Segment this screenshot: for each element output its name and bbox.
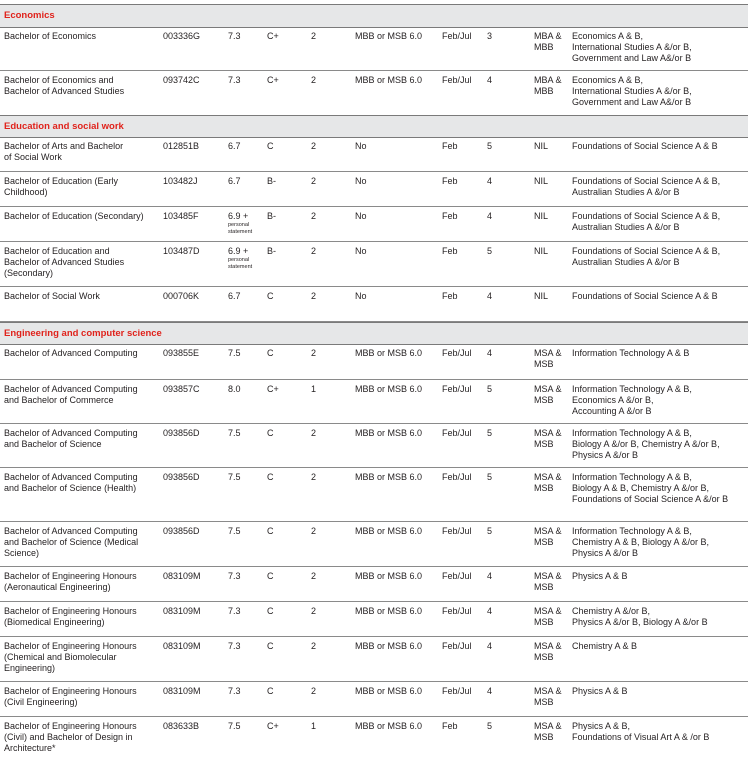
maths-requirement: MBB or MSB 6.0 [355, 641, 423, 651]
course-code: 083109M [163, 571, 201, 581]
campus: 4 [487, 641, 493, 651]
atar-value: 7.3 [228, 641, 241, 651]
course-name: Bachelor of Engineering Honours (Civil) and Bachelor of Design in Architecture* [4, 721, 137, 753]
maths-requirement: MBB or MSB 6.0 [355, 31, 423, 41]
intake: Feb/Jul [442, 428, 472, 438]
grade: C+ [267, 31, 279, 41]
table-row [0, 137, 748, 172]
recommended-subjects: Chemistry A & B [572, 641, 638, 651]
intake: Feb/Jul [442, 384, 472, 394]
years: 2 [311, 526, 317, 536]
campus: 5 [487, 428, 493, 438]
course-code: 103482J [163, 176, 198, 186]
course-name: Bachelor of Engineering Honours (Civil Engineering) [4, 686, 137, 707]
maths-requirement: MBB or MSB 6.0 [355, 348, 423, 358]
years: 1 [311, 384, 317, 394]
intake: Feb [442, 291, 458, 301]
maths-requirement: No [355, 246, 367, 256]
atar-cell [228, 246, 264, 271]
years: 2 [311, 141, 317, 151]
recommended-subjects: Physics A & B [572, 686, 628, 696]
recommended-subjects: Information Technology A & B, Biology A & B, Chemistry A &/or B, Foundations of Social Science A &/or B [572, 472, 729, 504]
prerequisite: MSA & MSB [534, 348, 562, 369]
maths-requirement: MBB or MSB 6.0 [355, 472, 423, 482]
prerequisite: NIL [534, 176, 549, 186]
course-code: 103487D [163, 246, 200, 256]
grade: C+ [267, 384, 279, 394]
recommended-subjects: Foundations of Social Science A & B, Australian Studies A &/or B [572, 211, 721, 232]
intake: Feb/Jul [442, 472, 472, 482]
intake: Feb/Jul [442, 348, 472, 358]
atar-value: 7.5 [228, 428, 241, 438]
recommended-subjects: Information Technology A & B, Biology A &/or B, Chemistry A &/or B, Physics A &/or B [572, 428, 720, 460]
years: 2 [311, 176, 317, 186]
intake: Feb/Jul [442, 31, 472, 41]
atar-value: 7.3 [228, 75, 241, 85]
atar-value: 7.3 [228, 686, 241, 696]
campus: 5 [487, 141, 493, 151]
campus: 4 [487, 606, 493, 616]
years: 2 [311, 571, 317, 581]
maths-requirement: No [355, 141, 367, 151]
campus: 4 [487, 291, 493, 301]
intake: Feb/Jul [442, 641, 472, 651]
course-name: Bachelor of Advanced Computing and Bachelor of Science (Health) [4, 472, 138, 493]
recommended-subjects: Economics A & B, International Studies A &/or B, Government and Law A&/or B [572, 75, 692, 107]
table-row [0, 567, 748, 602]
intake: Feb [442, 141, 458, 151]
intake: Feb/Jul [442, 75, 472, 85]
table-row [0, 71, 748, 116]
prerequisite: MBA & MBB [534, 31, 562, 52]
course-name: Bachelor of Economics and Bachelor of Advanced Studies [4, 75, 125, 96]
prerequisite: MSA & MSB [534, 428, 562, 449]
course-code: 093856D [163, 428, 200, 438]
course-code: 083109M [163, 641, 201, 651]
grade: C+ [267, 721, 279, 731]
section-title: Economics [4, 10, 55, 21]
grade: C [267, 526, 274, 536]
table-row [0, 380, 748, 424]
course-code: 103485F [163, 211, 199, 221]
campus: 5 [487, 526, 493, 536]
campus: 5 [487, 721, 493, 731]
intake: Feb/Jul [442, 526, 472, 536]
prerequisite: NIL [534, 211, 549, 221]
prerequisite: MBA & MBB [534, 75, 562, 96]
course-code: 093856D [163, 472, 200, 482]
atar-value: 7.3 [228, 606, 241, 616]
course-code: 083109M [163, 686, 201, 696]
years: 1 [311, 721, 317, 731]
course-name: Bachelor of Engineering Honours (Aeronautical Engineering) [4, 571, 137, 592]
table-row [0, 172, 748, 207]
course-name: Bachelor of Advanced Computing and Bachelor of Commerce [4, 384, 138, 405]
grade: C [267, 472, 274, 482]
campus: 3 [487, 31, 493, 41]
grade: C [267, 291, 274, 301]
years: 2 [311, 75, 317, 85]
campus: 4 [487, 686, 493, 696]
maths-requirement: MBB or MSB 6.0 [355, 571, 423, 581]
course-name: Bachelor of Arts and Bachelor of Social Work [4, 141, 124, 162]
prerequisite: MSA & MSB [534, 526, 562, 547]
grade: B- [267, 246, 276, 256]
years: 2 [311, 291, 317, 301]
years: 2 [311, 246, 317, 256]
recommended-subjects: Foundations of Social Science A & B, Australian Studies A &/or B [572, 246, 721, 267]
atar-cell [228, 211, 264, 236]
atar-value: 7.5 [228, 526, 241, 536]
maths-requirement: MBB or MSB 6.0 [355, 428, 423, 438]
atar-cell [228, 606, 264, 617]
course-name: Bachelor of Advanced Computing [4, 348, 138, 358]
atar-value: 6.7 [228, 141, 241, 151]
recommended-subjects: Information Technology A & B, Economics A &/or B, Accounting A &/or B [572, 384, 692, 416]
atar-cell [228, 686, 264, 697]
atar-value: 6.7 [228, 291, 241, 301]
section-header [0, 322, 748, 345]
atar-cell [228, 75, 264, 86]
years: 2 [311, 211, 317, 221]
course-name: Bachelor of Advanced Computing and Bachelor of Science (Medical Science) [4, 526, 139, 558]
campus: 5 [487, 384, 493, 394]
table-row [0, 602, 748, 637]
maths-requirement: MBB or MSB 6.0 [355, 721, 423, 731]
table-row [0, 344, 748, 380]
atar-value: 7.3 [228, 571, 241, 581]
maths-requirement: MBB or MSB 6.0 [355, 75, 423, 85]
maths-requirement: MBB or MSB 6.0 [355, 384, 423, 394]
grade: C [267, 348, 274, 358]
prerequisite: MSA & MSB [534, 641, 562, 662]
years: 2 [311, 31, 317, 41]
prerequisite: NIL [534, 246, 549, 256]
maths-requirement: No [355, 176, 367, 186]
campus: 5 [487, 246, 493, 256]
grade: C+ [267, 75, 279, 85]
course-name: Bachelor of Economics [4, 31, 97, 41]
recommended-subjects: Chemistry A &/or B, Physics A &/or B, Biology A &/or B [572, 606, 708, 627]
atar-cell [228, 291, 264, 302]
atar-value: 7.5 [228, 348, 241, 358]
recommended-subjects: Physics A & B, Foundations of Visual Art A & /or B [572, 721, 710, 742]
campus: 4 [487, 75, 493, 85]
table-row [0, 287, 748, 322]
atar-cell [228, 348, 264, 359]
prerequisite: MSA & MSB [534, 721, 562, 742]
table-row [0, 468, 748, 522]
recommended-subjects: Information Technology A & B [572, 348, 690, 358]
intake: Feb/Jul [442, 571, 472, 581]
intake: Feb [442, 211, 458, 221]
prerequisite: MSA & MSB [534, 686, 562, 707]
campus: 4 [487, 571, 493, 581]
prerequisite: NIL [534, 141, 549, 151]
course-name: Bachelor of Social Work [4, 291, 100, 301]
prerequisite: MSA & MSB [534, 571, 562, 592]
course-name: Bachelor of Engineering Honours (Chemical and Biomolecular Engineering) [4, 641, 137, 673]
atar-cell [228, 641, 264, 652]
prerequisite: MSA & MSB [534, 472, 562, 493]
course-name: Bachelor of Advanced Computing and Bachelor of Science [4, 428, 138, 449]
course-name: Bachelor of Engineering Honours (Biomedical Engineering) [4, 606, 137, 627]
grade: C [267, 641, 274, 651]
recommended-subjects: Economics A & B, International Studies A &/or B, Government and Law A&/or B [572, 31, 692, 63]
table-row [0, 717, 748, 760]
atar-cell [228, 721, 264, 732]
table-row [0, 207, 748, 242]
atar-cell [228, 176, 264, 187]
atar-value: 6.9 + [228, 246, 249, 256]
course-code: 093742C [163, 75, 200, 85]
grade: C [267, 571, 274, 581]
intake: Feb/Jul [442, 686, 472, 696]
prerequisite: MSA & MSB [534, 384, 562, 405]
years: 2 [311, 641, 317, 651]
grade: C [267, 606, 274, 616]
prerequisite: NIL [534, 291, 549, 301]
section-title: Education and social work [4, 121, 124, 132]
section-header [0, 4, 748, 28]
course-code: 000706K [163, 291, 200, 301]
course-code: 012851B [163, 141, 200, 151]
table-row [0, 637, 748, 682]
years: 2 [311, 348, 317, 358]
atar-value: 7.5 [228, 721, 241, 731]
atar-cell [228, 526, 264, 537]
prerequisite: MSA & MSB [534, 606, 562, 627]
atar-value: 6.7 [228, 176, 241, 186]
campus: 4 [487, 211, 493, 221]
years: 2 [311, 606, 317, 616]
recommended-subjects: Foundations of Social Science A & B [572, 141, 718, 151]
recommended-subjects: Foundations of Social Science A & B [572, 291, 718, 301]
years: 2 [311, 686, 317, 696]
atar-note: personal statement [228, 257, 253, 270]
campus: 4 [487, 348, 493, 358]
table-row [0, 242, 748, 287]
maths-requirement: No [355, 291, 367, 301]
maths-requirement: MBB or MSB 6.0 [355, 606, 423, 616]
intake: Feb [442, 176, 458, 186]
atar-value: 6.9 + [228, 211, 249, 221]
table-row [0, 522, 748, 567]
course-name: Bachelor of Education and Bachelor of Advanced Studies (Secondary) [4, 246, 125, 278]
grade: C [267, 141, 274, 151]
course-name: Bachelor of Education (Early Childhood) [4, 176, 119, 197]
atar-cell [228, 384, 264, 395]
grade: C [267, 428, 274, 438]
course-code: 083109M [163, 606, 201, 616]
campus: 5 [487, 472, 493, 482]
atar-cell [228, 31, 264, 42]
course-code: 093855E [163, 348, 200, 358]
recommended-subjects: Foundations of Social Science A & B, Australian Studies A &/or B [572, 176, 721, 197]
atar-cell [228, 141, 264, 152]
grade: B- [267, 211, 276, 221]
grade: C [267, 686, 274, 696]
maths-requirement: No [355, 211, 367, 221]
atar-cell [228, 472, 264, 483]
recommended-subjects: Information Technology A & B, Chemistry A & B, Biology A &/or B, Physics A &/or B [572, 526, 710, 558]
course-code: 093857C [163, 384, 200, 394]
maths-requirement: MBB or MSB 6.0 [355, 526, 423, 536]
intake: Feb [442, 246, 458, 256]
grade: B- [267, 176, 276, 186]
table-row [0, 27, 748, 71]
campus: 4 [487, 176, 493, 186]
table-row [0, 682, 748, 717]
atar-cell [228, 428, 264, 439]
intake: Feb/Jul [442, 606, 472, 616]
atar-value: 7.5 [228, 472, 241, 482]
course-code: 093856D [163, 526, 200, 536]
maths-requirement: MBB or MSB 6.0 [355, 686, 423, 696]
recommended-subjects: Physics A & B [572, 571, 628, 581]
intake: Feb [442, 721, 458, 731]
atar-value: 8.0 [228, 384, 241, 394]
course-code: 003336G [163, 31, 201, 41]
years: 2 [311, 472, 317, 482]
atar-value: 7.3 [228, 31, 241, 41]
section-title: Engineering and computer science [4, 328, 162, 339]
table-row [0, 424, 748, 468]
course-name: Bachelor of Education (Secondary) [4, 211, 144, 221]
atar-note: personal statement [228, 222, 253, 235]
course-code: 083633B [163, 721, 200, 731]
atar-cell [228, 571, 264, 582]
section-header [0, 115, 748, 138]
years: 2 [311, 428, 317, 438]
